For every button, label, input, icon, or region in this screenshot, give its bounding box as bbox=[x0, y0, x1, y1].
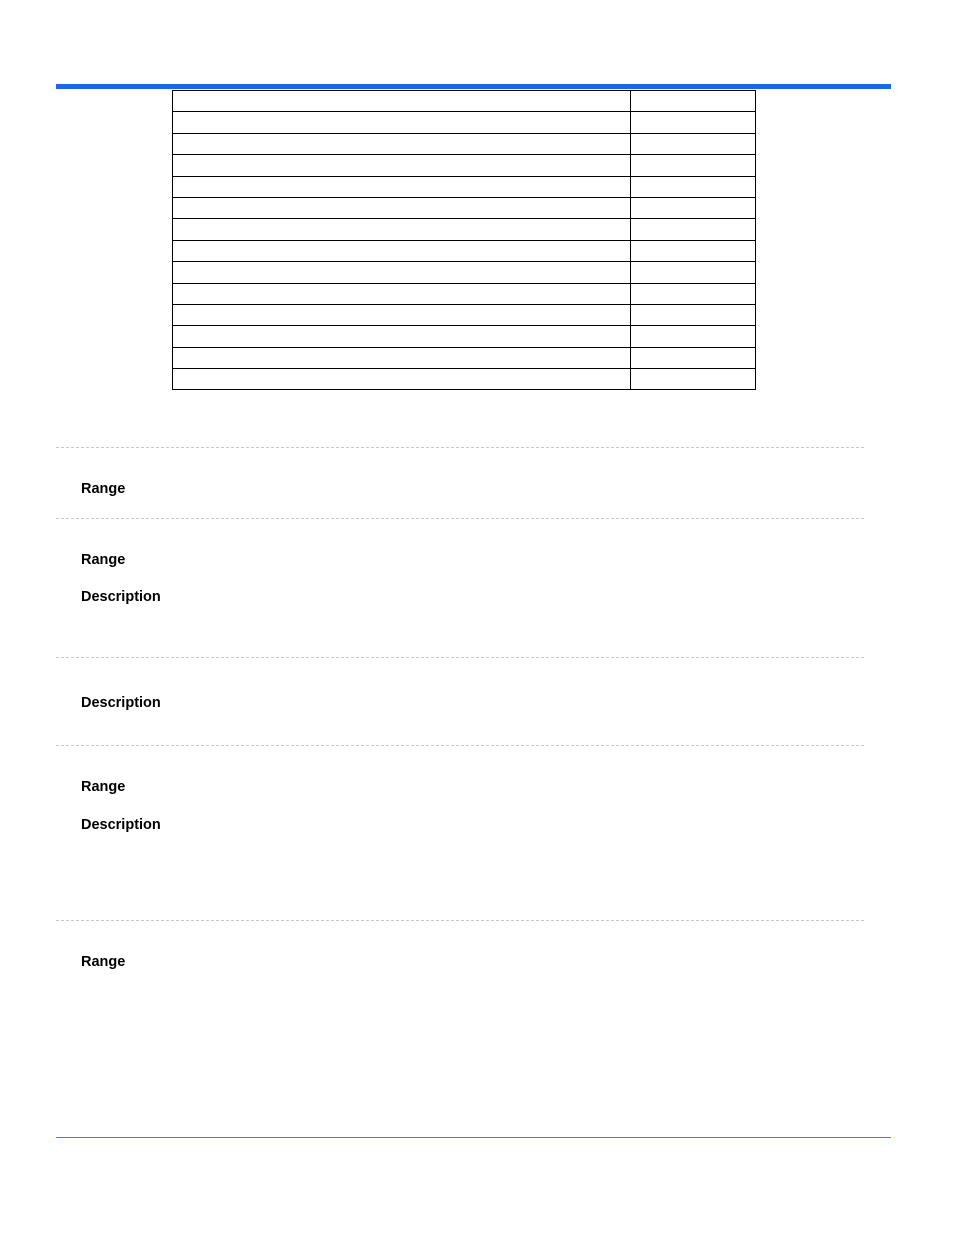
section-divider bbox=[56, 745, 864, 746]
table-cell bbox=[631, 262, 756, 283]
table-cell bbox=[173, 197, 631, 218]
section-divider bbox=[56, 447, 864, 448]
table-row bbox=[173, 369, 756, 390]
table-row bbox=[173, 219, 756, 240]
table-cell bbox=[631, 369, 756, 390]
description-label: Description bbox=[81, 695, 161, 711]
table-cell bbox=[173, 283, 631, 304]
table-cell bbox=[631, 176, 756, 197]
table-row bbox=[173, 240, 756, 261]
table-cell bbox=[631, 240, 756, 261]
range-label: Range bbox=[81, 552, 126, 568]
table-cell bbox=[631, 197, 756, 218]
table-cell bbox=[631, 133, 756, 154]
table-cell bbox=[631, 326, 756, 347]
range-label: Range bbox=[81, 954, 126, 970]
table-cell bbox=[631, 91, 756, 112]
range-label: Range bbox=[81, 481, 126, 497]
table-row bbox=[173, 326, 756, 347]
section-divider bbox=[56, 920, 864, 921]
table-row bbox=[173, 197, 756, 218]
section-divider bbox=[56, 518, 864, 519]
table-cell bbox=[631, 283, 756, 304]
table-row bbox=[173, 262, 756, 283]
table-cell bbox=[173, 176, 631, 197]
table-cell bbox=[631, 347, 756, 368]
table-row bbox=[173, 91, 756, 112]
table-cell bbox=[173, 155, 631, 176]
table-cell bbox=[173, 133, 631, 154]
table-cell bbox=[631, 112, 756, 133]
table-cell bbox=[173, 369, 631, 390]
table-cell bbox=[631, 155, 756, 176]
description-label: Description bbox=[81, 817, 161, 833]
table-cell bbox=[173, 347, 631, 368]
table-cell bbox=[173, 219, 631, 240]
parameter-table bbox=[172, 90, 756, 390]
table-row bbox=[173, 133, 756, 154]
table-row bbox=[173, 176, 756, 197]
table-row bbox=[173, 347, 756, 368]
table-row bbox=[173, 304, 756, 325]
header-rule bbox=[56, 84, 891, 89]
table-cell bbox=[173, 262, 631, 283]
table-row bbox=[173, 283, 756, 304]
table-row bbox=[173, 112, 756, 133]
table-cell bbox=[631, 304, 756, 325]
table-cell bbox=[173, 240, 631, 261]
table-cell bbox=[631, 219, 756, 240]
table-cell bbox=[173, 304, 631, 325]
range-label: Range bbox=[81, 779, 126, 795]
table-cell bbox=[173, 112, 631, 133]
description-label: Description bbox=[81, 589, 161, 605]
parameter-table-body bbox=[173, 91, 756, 390]
table-cell bbox=[173, 326, 631, 347]
section-divider bbox=[56, 657, 864, 658]
table-row bbox=[173, 155, 756, 176]
footer-rule bbox=[56, 1137, 891, 1138]
table-cell bbox=[173, 91, 631, 112]
